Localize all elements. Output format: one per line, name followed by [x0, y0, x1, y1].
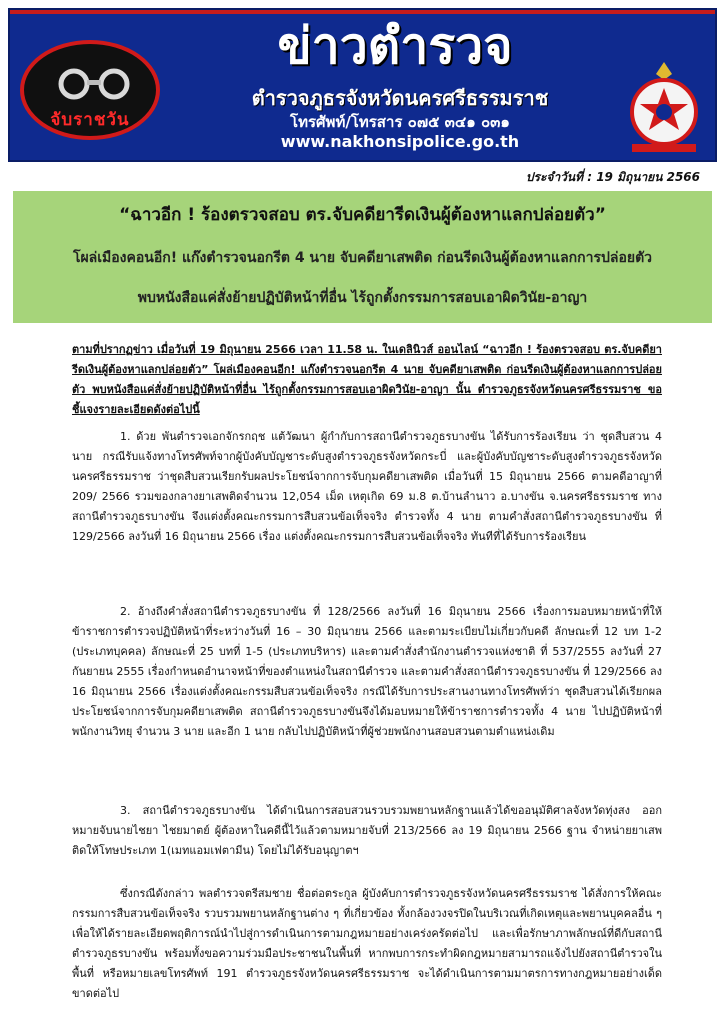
- banner-phone: โทรศัพท์/โทรสาร ๐๗๕ ๓๔๑ ๐๓๑: [290, 113, 510, 131]
- banner-top-edge: [10, 10, 715, 14]
- banner-url[interactable]: www.nakhonsipolice.go.th: [280, 132, 520, 151]
- logo-left-text: จับราชวัน: [50, 110, 130, 130]
- police-emblem-icon: [622, 60, 706, 156]
- headline-box: [13, 191, 712, 323]
- headline-title: “ฉาวอีก ! ร้องตรวจสอบ ตร.จับคดียารีดเงินผู้ต้องหาแลกปล่อยตัว”: [119, 205, 606, 225]
- handcuffs-icon: [54, 62, 134, 102]
- headline-sub1: โผล่เมืองคอนอีก! แก๊งตำรวจนอกรีต 4 นาย จับคดียาเสพติด ก่อนรีดเงินผู้ต้องหาแลกการปล่อยตัว: [72, 250, 653, 266]
- paragraph-1: 1. ด้วย พันตำรวจเอกจักรกฤช แต้วัฒนา ผู้กำกับการสถานีตำรวจภูธรบางขัน ได้รับการร้องเรียน ว่า ชุดสืบสวน 4 นาย กรณีรับแจ้งทางโทรศัพท์จากผู้บังคับบัญชาระดับสูงตำรวจภูธรจังหวัดกระบี่ และผู้บังคับบัญชาระดับสูงตำรวจภูธรจังหวัดนครศรีธรรมราช ว่าชุดสืบสวนเรียกรับผลประโยชน์จากการจับกุมคดียาเสพติด เมื่อวันที่ 15 มิถุนายน 2566 ตามคดีอาญาที่ 209/ 2566 รวมของกลางยาเสพติดจำนวน 12,054 เม็ด เหตุเกิด 69 ม.8 ต.บ้านลำนาว อ.บางขัน จ.นครศรีธรรมราช ทางสถานีตำรวจภูธรบางขัน จึงแต่งตั้งคณะกรรมการสืบสวนข้อเท็จจริง ตำรวจทั้ง 4 นาย ตามคำสั่งสถานีตำรวจภูธรบางขัน ที่ 129/2566 ลงวันที่ 16 มิถุนายน 2566 เรื่อง แต่งตั้งคณะกรรมการสืบสวนข้อเท็จจริง ทันทีที่ได้รับการร้องเรียน: [72, 430, 662, 543]
- header-banner: [8, 8, 717, 162]
- banner-title: ข่าวตำรวจ: [277, 17, 513, 75]
- paragraph-2: 2. อ้างถึงคำสั่งสถานีตำรวจภูธรบางขัน ที่ 128/2566 ลงวันที่ 16 มิถุนายน 2566 เรื่องการมอบหมายหน้าที่ให้ข้าราชการตำรวจปฏิบัติหน้าที่ระหว่างวันที่ 16 – 30 มิถุนายน 2566 และตามระเบียบไม่เกี่ยวกับคดี ลักษณะที่ 12 บท 1-2 (ประเภทบุคคล) ลักษณะที่ 25 บทที่ 1-5 (ประเภทบริหาร) และตามคำสั่งสำนักงานตำรวจแห่งชาติ ที่ 537/2555 ลงวันที่ 27 กันยายน 2555 เรื่องกำหนดอำนาจหน้าที่ของตำแหน่งในสถานีตำรวจ และตามคำสั่งสถานีตำรวจภูธรบางขัน ที่ 129/2566 ลง 16 มิถุนายน 2566 เรื่องแต่งตั้งคณะกรรมสืบสวนข้อเท็จจริง กรณีได้รับการประสานงานทางโทรศัพท์ว่า ชุดสืบสวนได้เรียกผลประโยชน์จากการจับกุมคดียาเสพติด สถานีตำรวจภูธรบางขันจึงได้มอบหมายให้ข้าราชการตำรวจทั้ง 4 นาย ไปปฏิบัติหน้าที่พนักงานวิทยุ จำนวน 3 นาย และอีก 1 นาย กลับไปปฏิบัติหน้าที่ผู้ช่วยพนักงานสอบสวนตามตำแหน่งเดิม: [72, 605, 662, 738]
- logo-left: [20, 40, 160, 140]
- intro-paragraph: ตามที่ปรากฏข่าว เมื่อวันที่ 19 มิถุนายน 2566 เวลา 11.58 น. ในเดลินิวส์ ออนไลน์ “ฉาวอีก ! ร้องตรวจสอบ ตร.จับคดียารีดเงินผู้ต้องหาแลกปล่อยตัว” โผล่เมืองคอนอีก! แก๊งตำรวจนอกรีต 4 นาย จับคดียาเสพติด ก่อนรีดเงินผู้ต้องหาแลกการปล่อยตัว พบหนังสือแค่สั่งย้ายปฏิบัติหน้าที่อื่น ไร้ถูกตั้งกรรมการสอบเอาผิดวินัย-อาญา นั้น ตำรวจภูธรจังหวัดนครศรีธรรมราช ขอชี้แจงรายละเอียดดังต่อไปนี้: [72, 343, 662, 416]
- date-line: ประจำวันที่ : 19 มิถุนายน 2566: [525, 170, 700, 184]
- banner-subtitle: ตำรวจภูธรจังหวัดนครศรีธรรมราช: [251, 86, 549, 110]
- paragraph-4: ซึ่งกรณีดังกล่าว พลตำรวจตรีสมชาย ชื่อต่อตระกูล ผู้บังคับการตำรวจภูธรจังหวัดนครศรีธรรมราช ได้สั่งการให้คณะกรรมการสืบสวนข้อเท็จจริง รวบรวมพยานหลักฐานต่าง ๆ ที่เกี่ยวข้อง ทั้งกล้องวงจรปิดในบริเวณที่เกิดเหตุและพยานบุคคลอื่น ๆ เพื่อให้ได้รายละเอียดพฤติการณ์นำไปสู่การดำเนินการตามกฎหมายอย่างเคร่งครัดต่อไป และเพื่อรักษาภาพลักษณ์ที่ดีกับสถานีตำรวจภูธรบางขัน พร้อมทั้งขอความร่วมมือประชาชนในพื้นที่ หากพบการกระทำผิดกฎหมายสามารถแจ้งไปยังสถานีตำรวจในพื้นที่ หรือหมายเลขโทรศัพท์ 191 ตำรวจภูธรจังหวัดนครศรีธรรมราช จะได้ดำเนินการตามมาตรการทางกฎหมายอย่างเด็ดขาดต่อไป: [72, 887, 662, 1000]
- paragraph-3: 3. สถานีตำรวจภูธรบางขัน ได้ดำเนินการสอบสวนรวบรวมพยานหลักฐานแล้วได้ขออนุมัติศาลจังหวัดทุ่งสง ออกหมายจับนายไชยา ไชยมาตย์ ผู้ต้องหาในคดีนี้ไว้แล้วตามหมายจับที่ 213/2566 ลง 19 มิถุนายน 2566 ฐาน จำหน่ายยาเสพติดให้โทษประเภท 1(เมทแอมเฟตามีน) โดยไม่ได้รับอนุญาตฯ: [72, 804, 662, 857]
- headline-sub2: พบหนังสือแค่สั่งย้ายปฏิบัติหน้าที่อื่น ไร้ถูกตั้งกรรมการสอบเอาผิดวินัย-อาญา: [137, 290, 588, 306]
